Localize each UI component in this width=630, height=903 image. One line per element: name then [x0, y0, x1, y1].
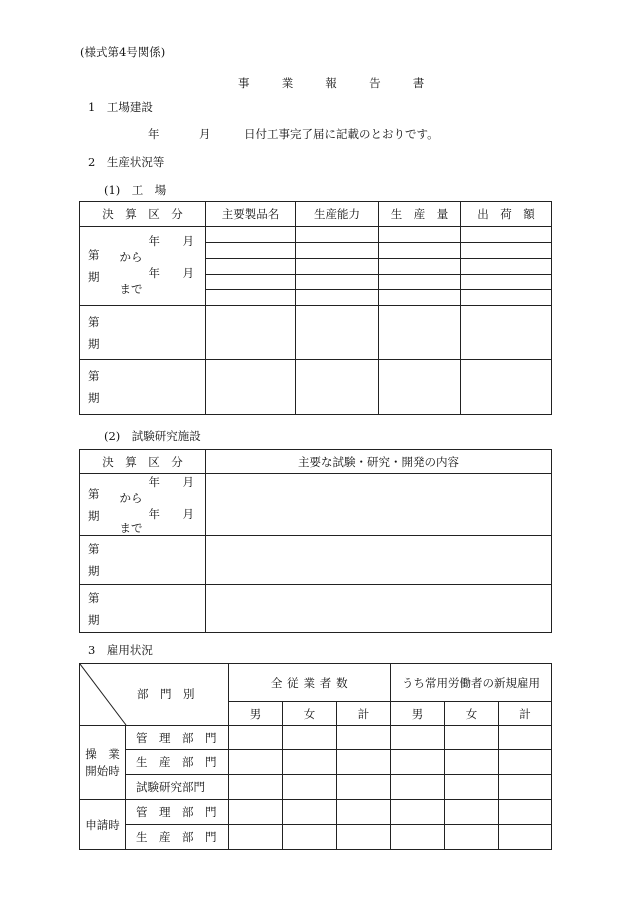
data-cell[interactable]: [379, 243, 461, 259]
header-new-regular-hires: うち常用労働者の新規雇用: [391, 664, 552, 702]
factory-subheading: (1) 工 場: [104, 183, 167, 197]
header-total-employees: 全 従 業 者 数: [229, 664, 391, 702]
completion-month-label: 月: [199, 127, 211, 141]
header-research-content: 主要な試験・研究・開発の内容: [206, 450, 552, 474]
data-cell[interactable]: [296, 243, 379, 259]
data-cell[interactable]: [229, 825, 283, 850]
data-cell[interactable]: [296, 275, 379, 290]
research-table: [79, 449, 552, 633]
data-cell[interactable]: [379, 227, 461, 243]
period-cell: [80, 585, 108, 633]
to-year: 年: [148, 266, 160, 280]
data-cell[interactable]: [461, 227, 552, 243]
content-cell[interactable]: [206, 536, 552, 585]
period-range-cell: [108, 227, 206, 306]
header-male: 男: [391, 702, 445, 726]
data-cell[interactable]: [229, 726, 283, 750]
data-cell[interactable]: [499, 726, 552, 750]
content-cell[interactable]: [206, 585, 552, 633]
data-cell[interactable]: [296, 360, 379, 415]
header-production-capacity: 生産能力: [296, 202, 379, 227]
data-cell[interactable]: [499, 825, 552, 850]
to-label: まで: [119, 282, 143, 296]
to-month: 月: [182, 266, 194, 280]
to-label: まで: [119, 521, 143, 535]
data-cell[interactable]: [461, 243, 552, 259]
data-cell[interactable]: [379, 275, 461, 290]
data-cell[interactable]: [206, 259, 296, 275]
section-3-heading: 3 雇用状況: [88, 643, 153, 657]
completion-statement: 日付工事完了届に記載のとおりです。: [244, 127, 439, 141]
header-total: 計: [337, 702, 391, 726]
from-month: 月: [182, 475, 194, 489]
period-dai: 第: [88, 248, 100, 262]
dept-production: 生 産 部 門: [126, 825, 229, 850]
data-cell[interactable]: [461, 306, 552, 360]
data-cell[interactable]: [229, 800, 283, 825]
data-cell[interactable]: [445, 800, 499, 825]
period-cell: [80, 474, 108, 536]
header-total: 計: [499, 702, 552, 726]
period-ki: 期: [88, 336, 100, 351]
from-label: から: [119, 491, 143, 505]
data-cell[interactable]: [391, 800, 445, 825]
data-cell[interactable]: [229, 775, 283, 800]
data-cell[interactable]: [499, 750, 552, 775]
from-month: 月: [182, 234, 194, 248]
employment-table: [79, 663, 552, 850]
period-ki: 期: [88, 391, 100, 405]
completion-year-label: 年: [148, 127, 160, 141]
from-year: 年: [148, 475, 160, 489]
group-label-line: 開始時: [85, 763, 120, 778]
period-ki: 期: [88, 270, 100, 284]
period-ki: 期: [88, 564, 100, 578]
to-year: 年: [148, 507, 160, 521]
header-female: 女: [445, 702, 499, 726]
period-range-cell: [108, 474, 206, 536]
group-label-operation-start: [80, 726, 126, 800]
data-cell[interactable]: [337, 825, 391, 850]
data-cell[interactable]: [445, 726, 499, 750]
header-production-volume: 生 産 量: [379, 202, 461, 227]
data-cell[interactable]: [379, 360, 461, 415]
data-cell[interactable]: [283, 750, 337, 775]
data-cell[interactable]: [391, 825, 445, 850]
header-settlement-period: 決 算 区 分: [80, 450, 206, 474]
to-month: 月: [182, 507, 194, 521]
header-female: 女: [283, 702, 337, 726]
header-settlement-period: 決 算 区 分: [80, 202, 206, 227]
period-cell: [80, 536, 108, 585]
data-cell[interactable]: [283, 775, 337, 800]
section-2-heading: 2 生産状況等: [88, 155, 165, 169]
group-label-application: [80, 800, 126, 850]
period-range-cell[interactable]: [108, 306, 206, 360]
data-cell[interactable]: [206, 360, 296, 415]
dept-admin: 管 理 部 門: [126, 800, 229, 825]
period-range-cell[interactable]: [108, 360, 206, 415]
factory-table: [79, 201, 552, 415]
header-male: 男: [229, 702, 283, 726]
group-label-line: 申請時: [85, 817, 120, 832]
from-year: 年: [148, 234, 160, 248]
data-cell[interactable]: [296, 259, 379, 275]
data-cell[interactable]: [461, 290, 552, 306]
period-range-cell[interactable]: [108, 536, 206, 585]
data-cell[interactable]: [229, 750, 283, 775]
data-cell[interactable]: [391, 775, 445, 800]
data-cell[interactable]: [445, 825, 499, 850]
data-cell[interactable]: [499, 775, 552, 800]
data-cell[interactable]: [206, 243, 296, 259]
dept-production: 生 産 部 門: [126, 750, 229, 775]
period-dai: 第: [88, 590, 100, 605]
section-1-heading: 1 工場建設: [88, 100, 153, 114]
header-shipment-value: 出 荷 額: [461, 202, 552, 227]
period-range-cell[interactable]: [108, 585, 206, 633]
document-title: 事 業 報 告 書: [238, 76, 435, 90]
data-cell[interactable]: [337, 800, 391, 825]
group-label-line: 操 業: [85, 746, 120, 761]
header-department: 部 門 別: [137, 687, 195, 701]
period-cell: [80, 227, 108, 306]
content-cell[interactable]: [206, 474, 552, 536]
data-cell[interactable]: [206, 306, 296, 360]
data-cell[interactable]: [296, 290, 379, 306]
data-cell[interactable]: [337, 750, 391, 775]
period-dai: 第: [88, 542, 100, 556]
data-cell[interactable]: [461, 360, 552, 415]
period-cell: [80, 360, 108, 415]
data-cell[interactable]: [296, 306, 379, 360]
data-cell[interactable]: [296, 227, 379, 243]
period-ki: 期: [88, 612, 100, 627]
data-cell[interactable]: [499, 800, 552, 825]
research-subheading: (2) 試験研究施設: [104, 429, 201, 443]
data-cell[interactable]: [461, 275, 552, 290]
data-cell[interactable]: [445, 750, 499, 775]
period-dai: 第: [88, 369, 100, 383]
data-cell[interactable]: [379, 290, 461, 306]
data-cell[interactable]: [283, 800, 337, 825]
data-cell[interactable]: [391, 750, 445, 775]
data-cell[interactable]: [283, 825, 337, 850]
period-dai: 第: [88, 314, 100, 329]
period-cell: [80, 306, 108, 360]
header-main-product: 主要製品名: [206, 202, 296, 227]
data-cell[interactable]: [206, 275, 296, 290]
data-cell[interactable]: [206, 227, 296, 243]
dept-admin: 管 理 部 門: [126, 726, 229, 750]
form-label: (様式第4号関係): [80, 45, 166, 59]
data-cell[interactable]: [461, 259, 552, 275]
diagonal-header-cell: [80, 664, 229, 726]
data-cell[interactable]: [445, 775, 499, 800]
from-label: から: [119, 250, 143, 264]
dept-research: 試験研究部門: [126, 775, 229, 800]
data-cell[interactable]: [379, 306, 461, 360]
period-dai: 第: [88, 486, 100, 501]
data-cell[interactable]: [337, 775, 391, 800]
data-cell[interactable]: [206, 290, 296, 306]
data-cell[interactable]: [283, 726, 337, 750]
period-ki: 期: [88, 508, 100, 523]
data-cell[interactable]: [391, 726, 445, 750]
data-cell[interactable]: [379, 259, 461, 275]
data-cell[interactable]: [337, 726, 391, 750]
